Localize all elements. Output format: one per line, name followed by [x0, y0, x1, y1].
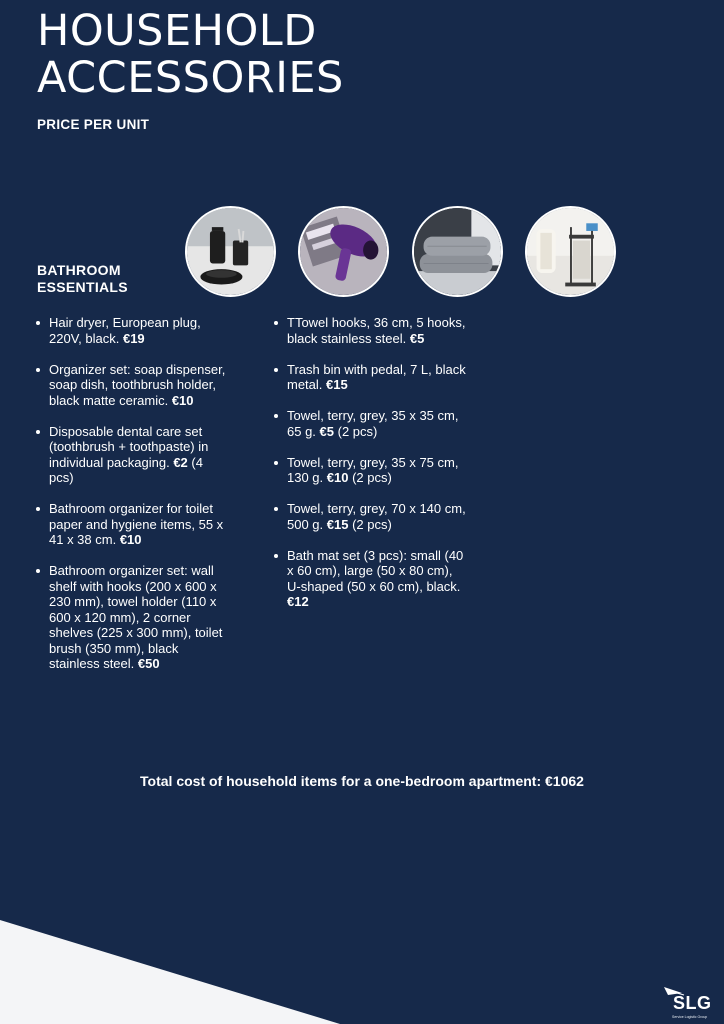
towel-stand-photo	[525, 206, 616, 297]
price: €10	[326, 470, 349, 485]
list-item: Towel, terry, grey, 70 x 140 cm, 500 g. €15 (2 pcs)	[274, 501, 469, 532]
item-list-left	[36, 315, 231, 687]
total-cost: Total cost of household items for a one-bedroom apartment: €1062	[140, 773, 584, 789]
list-item: Hair dryer, European plug, 220V, black. €19	[36, 315, 231, 346]
price: €12	[287, 594, 309, 609]
logo-name: SLG	[673, 993, 712, 1013]
price: €2	[173, 454, 188, 470]
price: €5	[319, 423, 334, 439]
list-item: Towel, terry, grey, 35 x 75 cm, 130 g. €10 (2 pcs)	[274, 455, 469, 486]
price: €5	[409, 330, 425, 346]
section-title	[37, 262, 167, 296]
hair-dryer-photo	[298, 206, 389, 297]
list-item: Towel, terry, grey, 35 x 35 cm, 65 g. €5 (2 pcs)	[274, 408, 469, 439]
price: €10	[171, 392, 194, 408]
price: €19	[122, 330, 145, 346]
title-line-2: ACCESSORIES	[37, 53, 344, 103]
subtitle: PRICE PER UNIT	[37, 117, 150, 132]
list-item: Disposable dental care set (toothbrush + toothpaste) in individual packaging. €2 (4 pcs)	[36, 424, 231, 486]
bathroom-accessories-photo	[185, 206, 276, 297]
price: €15	[326, 516, 349, 532]
list-item: Organizer set: soap dispenser, soap dish, toothbrush holder, black matte ceramic. €10	[36, 362, 231, 409]
list-item: Bath mat set (3 pcs): small (40 x 60 cm), large (50 x 80 cm), U-shaped (50 x 60 cm), black. €12	[274, 548, 469, 610]
list-item: Trash bin with pedal, 7 L, black metal. €15	[274, 362, 469, 393]
price: €50	[137, 656, 160, 671]
list-item: Bathroom organizer for toilet paper and hygiene items, 55 x 41 x 38 cm. €10	[36, 501, 231, 548]
section-title-line-2: ESSENTIALS	[37, 279, 128, 295]
list-item: Bathroom organizer set: wall shelf with hooks (200 x 600 x 230 mm), towel holder (110 x 600 x 120 mm), 2 corner shelves (225 x 300 mm), toilet brush (350 mm), black stainless steel. €50	[36, 563, 231, 672]
price: €15	[326, 377, 348, 392]
list-item: TTowel hooks, 36 cm, 5 hooks, black stainless steel. €5	[274, 315, 469, 346]
page-title	[37, 8, 344, 102]
logo-tagline: Service Logistic Group	[672, 1015, 708, 1019]
title-line-1: HOUSEHOLD	[37, 6, 317, 56]
grey-towels-photo	[412, 206, 503, 297]
price: €10	[119, 532, 142, 547]
section-title-line-1: BATHROOM	[37, 262, 121, 278]
item-list-right	[274, 315, 469, 625]
